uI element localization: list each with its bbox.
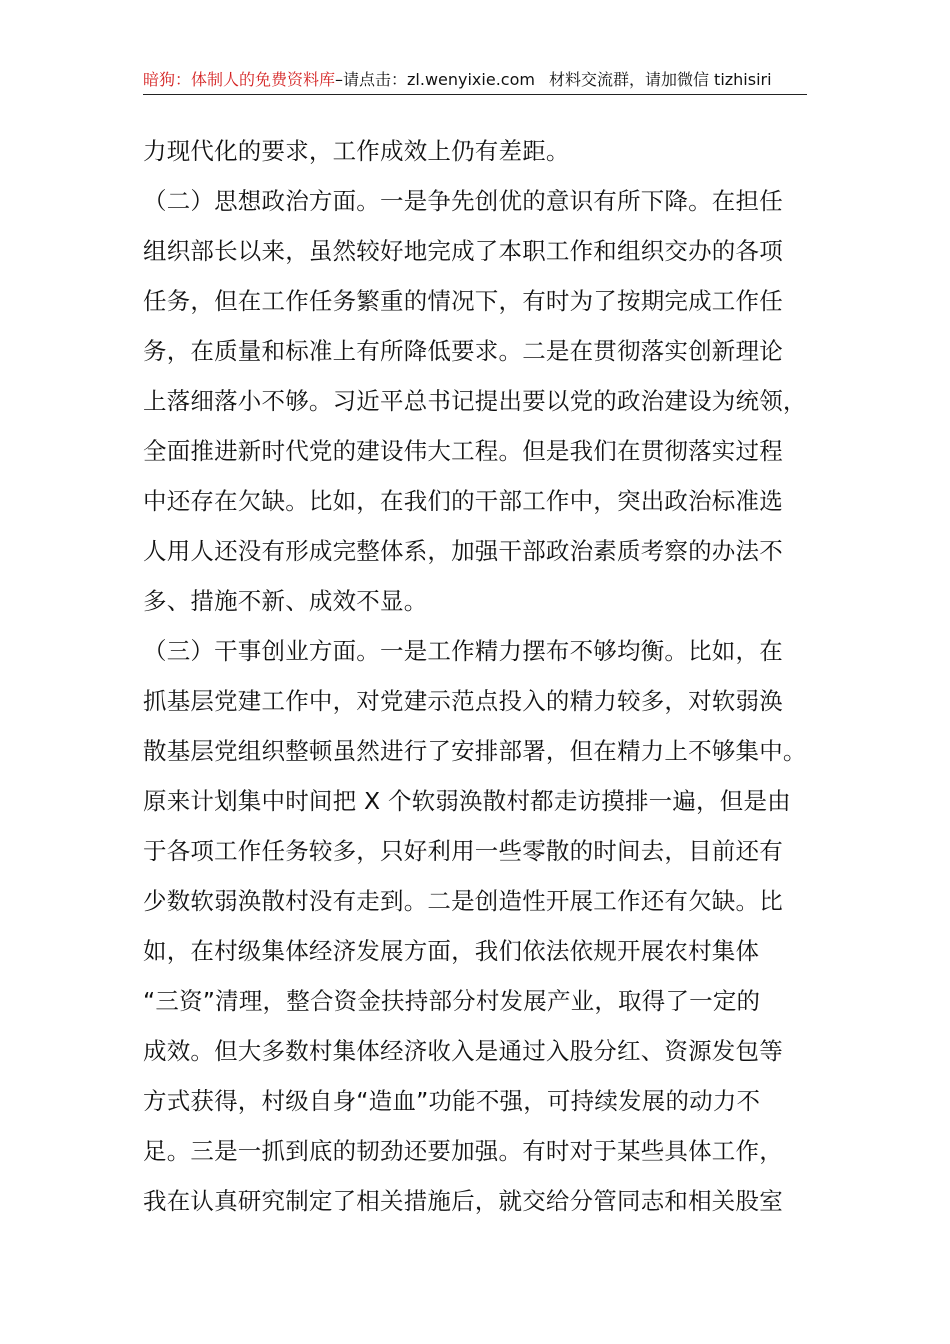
text-line: 方式获得，村级自身“造血”功能不强，可持续发展的动力不 xyxy=(143,1087,761,1115)
header-wechat-note: 材料交流群，请加微信 tizhisiri xyxy=(548,70,772,89)
text-line: 我在认真研究制定了相关措施后，就交给分管同志和相关股室 xyxy=(143,1187,783,1215)
text-line: 人用人还没有形成完整体系，加强干部政治素质考察的办法不 xyxy=(143,537,783,565)
text-line: 于各项工作任务较多，只好利用一些零散的时间去，目前还有 xyxy=(143,837,783,865)
text-line: 任务，但在工作任务繁重的情况下，有时为了按期完成工作任 xyxy=(143,287,783,315)
text-line: “三资”清理，整合资金扶持部分村发展产业，取得了一定的 xyxy=(143,987,761,1015)
text-line: 原来计划集中时间把 X 个软弱涣散村都走访摸排一遍，但是由 xyxy=(143,787,791,815)
text-line: 成效。但大多数村集体经济收入是通过入股分红、资源发包等 xyxy=(143,1037,783,1065)
header-brand: 暗狗：体制人的免费资料库 xyxy=(143,70,336,89)
text-line: 组织部长以来，虽然较好地完成了本职工作和组织交办的各项 xyxy=(143,237,783,265)
text-line: 力现代化的要求，工作成效上仍有差距。 xyxy=(143,137,570,165)
text-line: 中还存在欠缺。比如，在我们的干部工作中，突出政治标准选 xyxy=(143,487,783,515)
text-line: 上落细落小不够。习近平总书记提出要以党的政治建设为统领， xyxy=(143,387,807,415)
body-text xyxy=(143,126,807,1226)
text-line: （三）干事创业方面。一是工作精力摆布不够均衡。比如，在 xyxy=(143,637,783,665)
text-line: 散基层党组织整顿虽然进行了安排部署，但在精力上不够集中。 xyxy=(143,737,807,765)
text-line: 少数软弱涣散村没有走到。二是创造性开展工作还有欠缺。比 xyxy=(143,887,783,915)
text-line: 足。三是一抓到底的韧劲还要加强。有时对于某些具体工作， xyxy=(143,1137,783,1165)
text-line: 多、措施不新、成效不显。 xyxy=(143,587,428,615)
text-line: 如，在村级集体经济发展方面，我们依法依规开展农村集体 xyxy=(143,937,760,965)
header-link-prompt[interactable]: –请点击：zl.wenyixie.com xyxy=(335,70,535,89)
text-line: 全面推进新时代党的建设伟大工程。但是我们在贯彻落实过程 xyxy=(143,437,783,465)
text-line: （二）思想政治方面。一是争先创优的意识有所下降。在担任 xyxy=(143,187,783,215)
text-line: 务，在质量和标准上有所降低要求。二是在贯彻落实创新理论 xyxy=(143,337,783,365)
text-line: 抓基层党建工作中，对党建示范点投入的精力较多，对软弱涣 xyxy=(143,687,783,715)
page-header xyxy=(143,66,807,95)
